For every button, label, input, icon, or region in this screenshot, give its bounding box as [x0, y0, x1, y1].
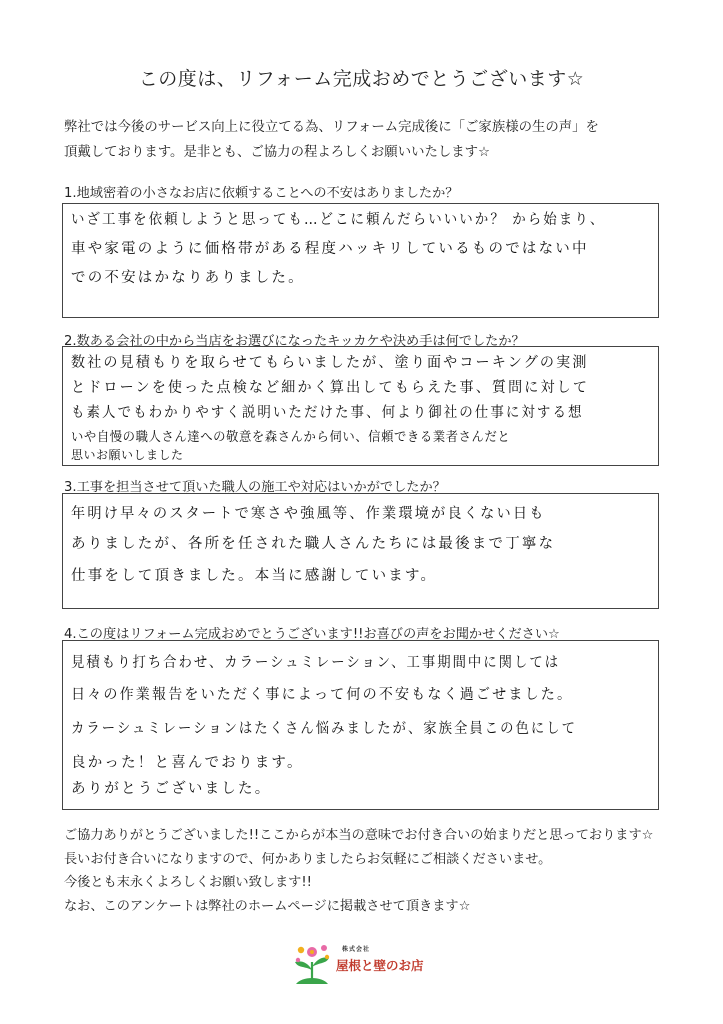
answer-line: ありがとうございました。 — [71, 781, 272, 797]
answer-line: での不安はかなりありました。 — [71, 270, 305, 286]
answer-box-4 — [62, 640, 659, 810]
answer-box-2 — [62, 346, 659, 466]
logo-name: 屋根と壁のお店 — [336, 958, 424, 973]
answer-line: 車や家電のように価格帯がある程度ハッキリしているものではない中 — [71, 241, 589, 257]
flower-sprout-icon — [290, 940, 334, 986]
question-3-label: 3.工事を担当させて頂いた職人の施工や対応はいかがでしたか？ — [64, 480, 446, 495]
closing-line: ご協力ありがとうございました!!ここからが本当の意味でお付き合いの始まりだと思っております☆ — [64, 828, 654, 843]
answer-line: 仕事をして頂きました。本当に感謝しています。 — [71, 568, 438, 584]
answer-line: 良かった！と喜んでおります。 — [71, 755, 304, 771]
logo-subtitle: 株式会社 — [342, 946, 371, 953]
answer-line: 思いお願いしました — [71, 448, 184, 462]
question-4-label: 4.この度はリフォーム完成おめでとうございます!!お喜びの声をお聞かせください☆ — [64, 627, 560, 642]
question-1-label: 1.地域密着の小さなお店に依頼することへの不安はありましたか？ — [64, 186, 459, 201]
answer-line: 見積もり打ち合わせ、カラーシュミレーション、工事期間中に関しては — [71, 655, 561, 671]
answer-box-1 — [62, 203, 659, 318]
company-logo — [290, 940, 430, 988]
answer-line: カラーシュミレーションはたくさん悩みましたが、家族全員この色にして — [71, 721, 577, 737]
intro-line: 頂戴しております。是非とも、ご協力の程よろしくお願いいたします☆ — [64, 145, 491, 160]
closing-line: 今後とも末永くよろしくお願い致します!! — [64, 875, 312, 891]
answer-line: 年明け早々のスタートで寒さや強風等、作業環境が良くない日も — [71, 506, 546, 522]
answer-line: も素人でもわかりやすく説明いただけた事、何より御社の仕事に対する想 — [71, 405, 584, 421]
closing-text — [64, 824, 704, 918]
answer-line: ありましたが、各所を任された職人さんたちには最後まで丁寧な — [71, 536, 556, 552]
answer-line: いざ工事を依頼しようと思っても…どこに頼んだらいいいか？ から始まり、 — [71, 212, 606, 228]
closing-line: 長いお付き合いになりますので、何かありましたらお気軽にご相談くださいませ。 — [64, 851, 552, 867]
answer-line: とドローンを使った点検など細かく算出してもらえた事、質問に対して — [71, 380, 590, 396]
answer-line: いや自慢の職人さん達への敬意を森さんから伺い、信頼できる業者さんだと — [71, 430, 511, 445]
closing-line: なお、このアンケートは弊社のホームページに掲載させて頂きます☆ — [64, 898, 471, 914]
answer-line: 日々の作業報告をいただく事によって何の不安もなく過ごせました。 — [71, 687, 574, 703]
answer-box-3 — [62, 493, 659, 609]
answer-line: 数社の見積もりを取らせてもらいましたが、塗り面やコーキングの実測 — [71, 355, 589, 371]
page-title: この度は、リフォーム完成おめでとうございます☆ — [138, 68, 585, 90]
intro-text — [64, 115, 684, 165]
question-2-label: 2.数ある会社の中から当店をお選びになったキッカケや決め手は何でしたか？ — [64, 334, 525, 349]
intro-line: 弊社では今後のサービス向上に役立てる為、リフォーム完成後に「ご家族様の生の声」を — [64, 120, 599, 135]
